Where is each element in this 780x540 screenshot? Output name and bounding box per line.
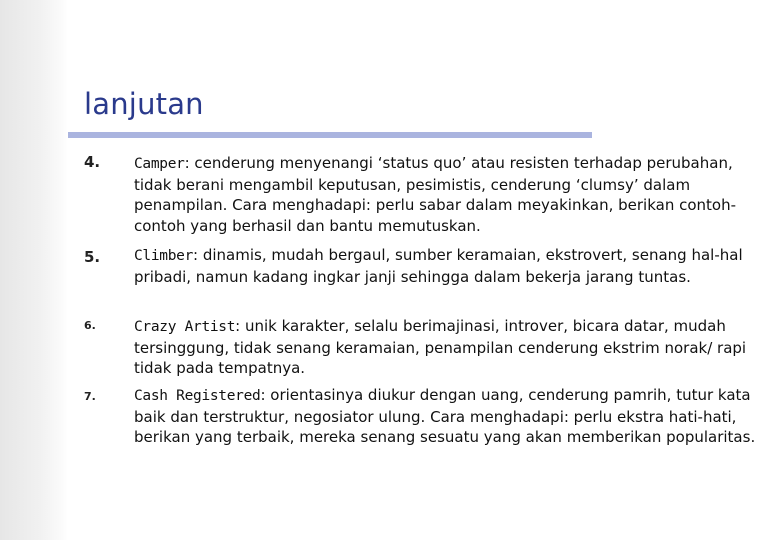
list-item-term: Camper <box>134 156 185 172</box>
list-item-separator: : <box>260 386 271 404</box>
slide-title: lanjutan <box>84 87 204 121</box>
list-item <box>134 153 774 236</box>
list-item-text: dinamis, mudah bergaul, sumber keramaian, ekstrovert, senang hal-hal pribadi, namun kadang ingkar janji sehingga dalam bekerja jarang tuntas. <box>134 246 743 286</box>
list-item-term: Crazy Artist <box>134 319 236 335</box>
list-item-term: Climber <box>134 248 194 264</box>
list-item-number: 6. <box>84 319 96 332</box>
list-item <box>134 385 774 448</box>
title-underline <box>68 132 592 138</box>
list-item-number: 5. <box>84 248 101 266</box>
list-item-separator: : <box>235 317 245 335</box>
list-item-term: Cash Registered <box>134 388 261 404</box>
list-item-text: unik karakter, selalu berimajinasi, introver, bicara datar, mudah tersinggung, tidak senang keramaian, penampilan cenderung ekstrim norak/ rapi tidak pada tempatnya. <box>134 317 747 377</box>
left-margin-band <box>0 0 68 540</box>
list-item-separator: : <box>193 246 203 264</box>
list-item <box>134 245 774 287</box>
list-item-text: orientasinya diukur dengan uang, cenderung pamrih, tutur kata baik dan terstruktur, negosiator ulung. Cara menghadapi: perlu ekstra hati-hati, berikan yang terbaik, mereka senang sesuatu yang akan memberikan popularitas. <box>134 386 756 446</box>
list-item-text: cenderung menyenangi ‘status quo’ atau resisten terhadap perubahan, tidak berani mengambil keputusan, pesimistis, cenderung ‘clumsy’ dalam penampilan. Cara menghadapi: perlu sabar dalam meyakinkan, berikan contoh-contoh yang berhasil dan bantu memutuskan. <box>134 154 737 235</box>
list-item-separator: : <box>184 154 195 172</box>
list-item-number: 7. <box>84 390 96 403</box>
list-item-number: 4. <box>84 153 101 171</box>
list-item <box>134 316 774 379</box>
